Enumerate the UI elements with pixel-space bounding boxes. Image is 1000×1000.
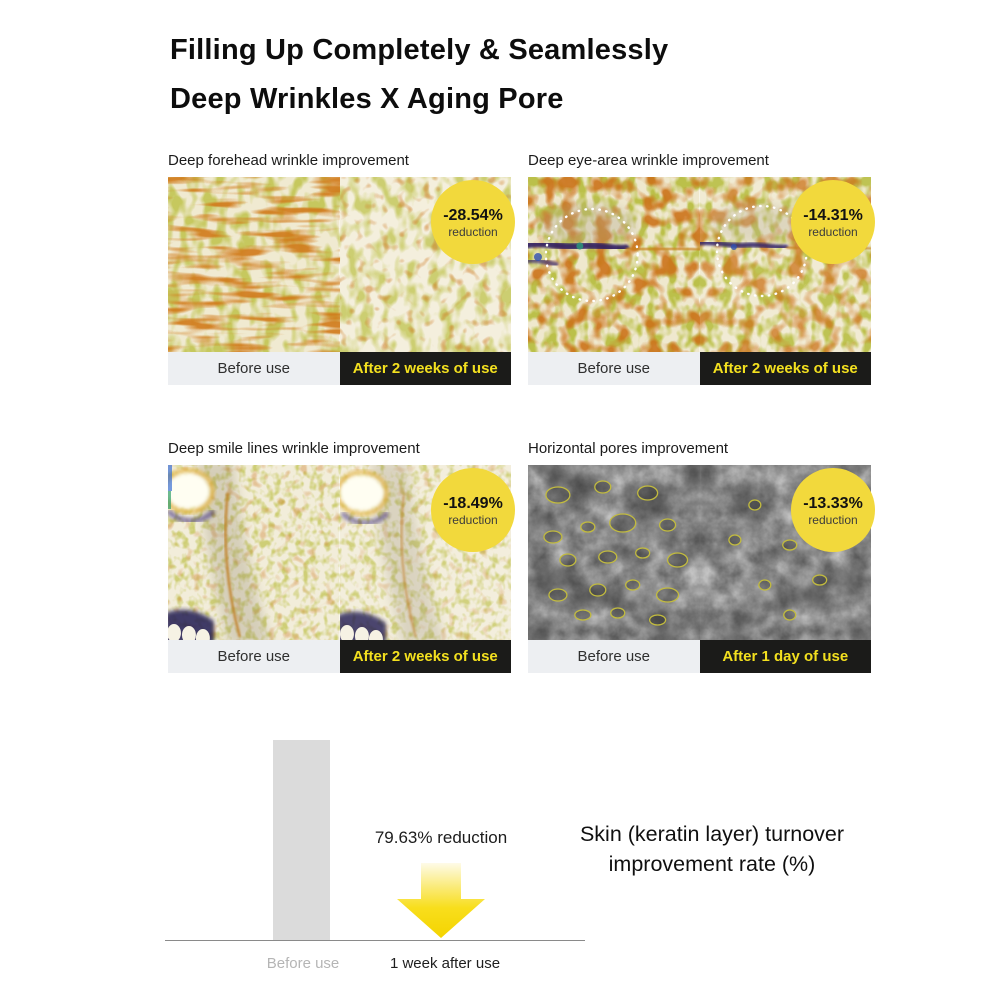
reduction-value: -18.49% (443, 494, 503, 512)
before-photo (528, 465, 700, 640)
reduction-unit: reduction (448, 224, 498, 239)
panel-caption: Deep eye-area wrinkle improvement (528, 152, 769, 169)
before-after-images (168, 465, 511, 640)
before-after-images (168, 177, 511, 352)
photo-labels (168, 640, 511, 673)
panel-forehead-wrinkle (168, 153, 511, 385)
reduction-value: -14.31% (803, 206, 863, 224)
page-title-line2: Deep Wrinkles X Aging Pore (170, 83, 564, 115)
page-title-line1: Filling Up Completely & Seamlessly (170, 34, 669, 66)
x-label-after: 1 week after use (389, 955, 501, 972)
photo-labels (528, 640, 871, 673)
before-label: Before use (168, 352, 340, 385)
reduction-badge (791, 468, 875, 552)
reduction-badge (791, 180, 875, 264)
reduction-value: -13.33% (803, 494, 863, 512)
before-label: Before use (168, 640, 340, 673)
before-use-bar (273, 740, 330, 940)
down-arrow-icon (397, 863, 485, 938)
chart-title (557, 819, 867, 879)
reduction-badge (431, 468, 515, 552)
reduction-unit: reduction (808, 512, 858, 527)
reduction-unit: reduction (448, 512, 498, 527)
panel-caption: Deep forehead wrinkle improvement (168, 152, 409, 169)
panel-horizontal-pores (528, 441, 871, 673)
x-label-before: Before use (266, 955, 340, 972)
panel-eye-area-wrinkle (528, 153, 871, 385)
panel-smile-lines-wrinkle (168, 441, 511, 673)
turnover-chart (160, 735, 600, 995)
reduction-annotation: 79.63% reduction (374, 828, 508, 847)
page-title (170, 26, 668, 124)
photo-labels (168, 352, 511, 385)
before-photo (168, 465, 340, 640)
chart-title-line2: improvement rate (%) (608, 852, 816, 876)
after-label: After 2 weeks of use (700, 352, 872, 385)
before-photo (168, 177, 340, 352)
panel-caption: Deep smile lines wrinkle improvement (168, 440, 420, 457)
after-label: After 1 day of use (700, 640, 872, 673)
photo-labels (528, 352, 871, 385)
before-label: Before use (528, 352, 700, 385)
after-label: After 2 weeks of use (340, 352, 512, 385)
before-label: Before use (528, 640, 700, 673)
before-after-images (528, 177, 871, 352)
chart-title-line1: Skin (keratin layer) turnover (579, 822, 845, 846)
reduction-value: -28.54% (443, 206, 503, 224)
reduction-unit: reduction (808, 224, 858, 239)
before-photo (528, 177, 700, 352)
reduction-badge (431, 180, 515, 264)
before-after-images (528, 465, 871, 640)
panel-caption: Horizontal pores improvement (528, 440, 729, 457)
after-label: After 2 weeks of use (340, 640, 512, 673)
chart-baseline (165, 940, 585, 941)
